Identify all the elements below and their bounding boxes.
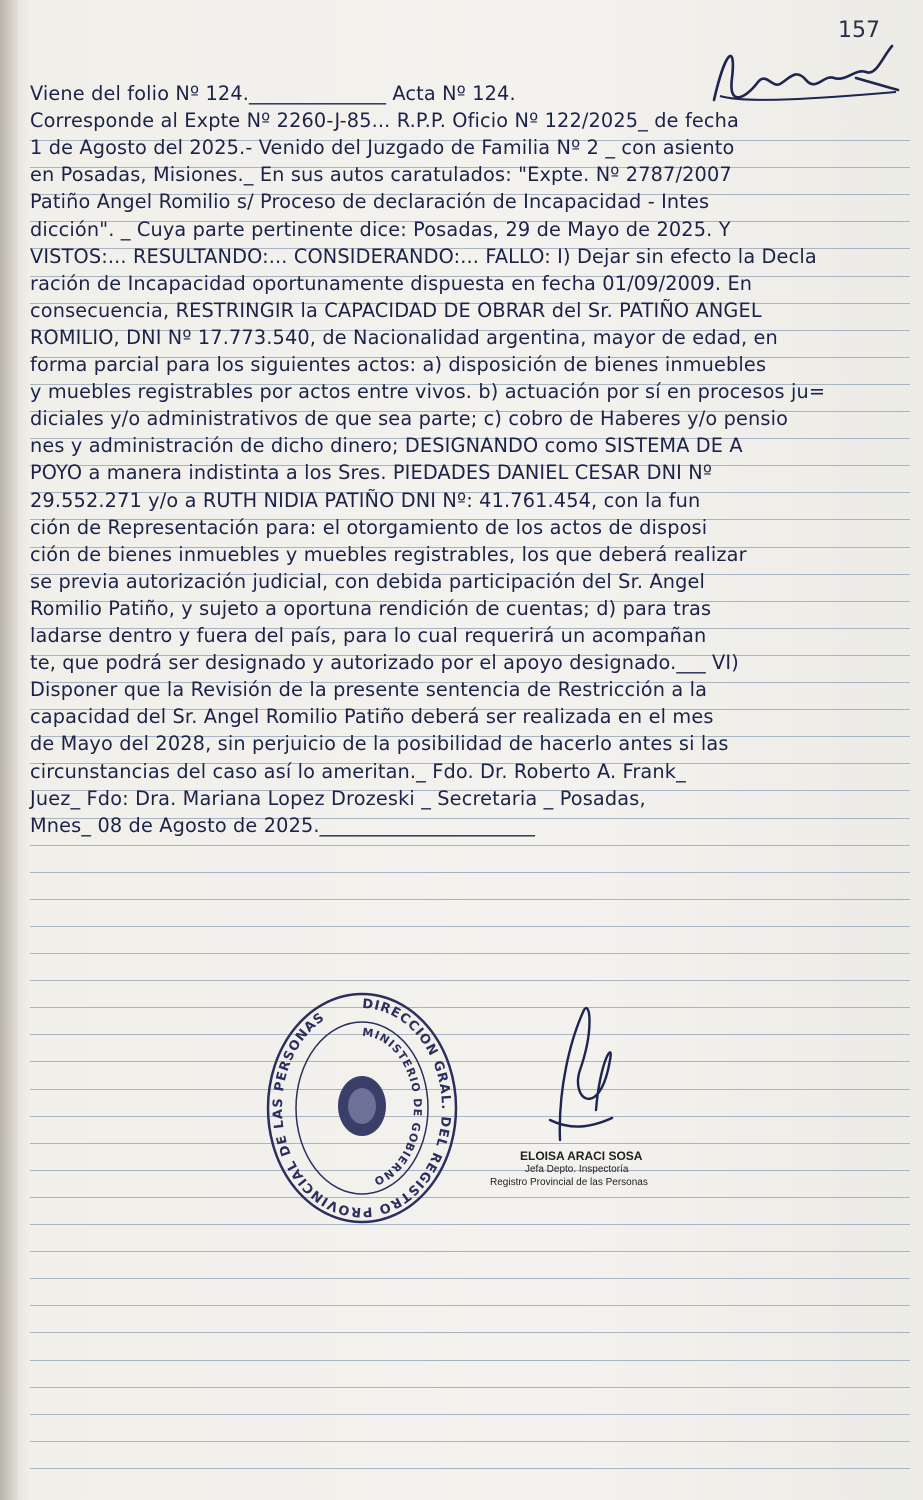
text-line: POYO a manera indistinta a los Sres. PIEDADES DANIEL CESAR DNI Nº: [30, 461, 713, 485]
registry-seal: [262, 988, 462, 1232]
ruled-line: [30, 845, 910, 846]
text-line: ción de Representación para: el otorgamiento de los actos de disposi: [30, 515, 708, 539]
text-line: VISTOS:... RESULTANDO:... CONSIDERANDO:... FALLO: I) Dejar sin efecto la Decla: [30, 244, 817, 268]
text-line: Patiño Angel Romilio s/ Proceso de declaración de Incapacidad - Intes: [30, 190, 710, 214]
ruled-line: [30, 980, 910, 981]
text-line: se previa autorización judicial, con debida participación del Sr. Angel: [30, 569, 706, 593]
signer-organization: Registro Provincial de las Personas: [490, 1177, 648, 1188]
ruled-line: [30, 1332, 910, 1333]
text-line: y muebles registrables por actos entre vivos. b) actuación por sí en procesos ju=: [30, 380, 826, 404]
text-line: Juez_ Fdo: Dra. Mariana Lopez Drozeski _ Secretaria _ Posadas,: [30, 786, 646, 810]
seal-inner-text: MINISTERIO DE GOBIERNO: [361, 1025, 425, 1189]
ruled-line: [30, 1387, 910, 1388]
text-line: diciales y/o administrativos de que sea parte; c) cobro de Haberes y/o pensio: [30, 407, 789, 431]
text-line: 1 de Agosto del 2025.- Venido del Juzgado de Familia Nº 2 _ con asiento: [30, 136, 735, 160]
text-line: consecuencia, RESTRINGIR la CAPACIDAD DE OBRAR del Sr. PATIÑO ANGEL: [30, 298, 762, 322]
signer-stamp: [490, 1150, 648, 1189]
text-line: circunstancias del caso así lo ameritan._ Fdo. Dr. Roberto A. Frank_: [30, 759, 686, 783]
signer-role: Jefa Depto. Inspectoría: [525, 1164, 629, 1175]
ruled-line: [30, 1197, 910, 1198]
seal-outer-text: DIRECCION GRAL. DEL REGISTRO PROVINCIAL DE LAS PERSONAS: [270, 996, 453, 1220]
ruled-line: [30, 1170, 910, 1171]
text-line: ladarse dentro y fuera del país, para lo cual requerirá un acompañan: [30, 624, 707, 647]
ruled-line: [30, 872, 910, 873]
text-line: ración de Incapacidad oportunamente dispuesta en fecha 01/09/2009. En: [30, 271, 753, 295]
ruled-line: [30, 1468, 910, 1469]
ruled-line: [30, 1414, 910, 1415]
ruled-line: [30, 1034, 910, 1035]
text-line: dicción". _ Cuya parte pertinente dice: Posadas, 29 de Mayo de 2025. Y: [30, 217, 731, 241]
signer-name: ELOISA ARACI SOSA: [520, 1149, 643, 1163]
ruled-line: [30, 1007, 910, 1008]
text-line: Mnes_ 08 de Agosto de 2025.______________________: [30, 813, 536, 837]
text-line: te, que podrá ser designado y autorizado por el apoyo designado.___ VI): [30, 651, 739, 675]
text-line: Romilio Patiño, y sujeto a oportuna rendición de cuentas; d) para tras: [30, 596, 712, 620]
text-line: Viene del folio Nº 124.______________ Acta Nº 124.: [30, 82, 516, 105]
text-line: Corresponde al Expte Nº 2260-J-85... R.P.P. Oficio Nº 122/2025_ de fecha: [30, 109, 739, 133]
ruled-line: [30, 1224, 910, 1225]
ruled-line: [30, 1251, 910, 1252]
text-line: en Posadas, Misiones._ En sus autos caratulados: "Expte. Nº 2787/2007: [30, 163, 732, 187]
text-line: de Mayo del 2028, sin perjuicio de la posibilidad de hacerlo antes si las: [30, 732, 729, 756]
text-line: ción de bienes inmuebles y muebles registrables, los que deberá realizar: [30, 542, 747, 566]
text-line: forma parcial para los siguientes actos: a) disposición de bienes inmuebles: [30, 353, 767, 376]
ruled-line: [30, 1061, 910, 1062]
page-number: 157: [838, 18, 880, 43]
ruled-line: [30, 1278, 910, 1279]
ruled-line: [30, 1305, 910, 1306]
text-line: ROMILIO, DNI Nº 17.773.540, de Nacionalidad argentina, mayor de edad, en: [30, 325, 778, 349]
ruled-line: [30, 1089, 910, 1090]
ruled-line: [30, 926, 910, 927]
ruled-line: [30, 899, 910, 900]
text-line: 29.552.271 y/o a RUTH NIDIA PATIÑO DNI Nº: 41.761.454, con la fun: [30, 488, 701, 512]
page-binding-edge: [0, 0, 18, 1500]
text-line: nes y administración de dicho dinero; DESIGNANDO como SISTEMA DE A: [30, 434, 743, 458]
ruled-line: [30, 1441, 910, 1442]
text-line: Disponer que la Revisión de la presente sentencia de Restricción a la: [30, 678, 708, 702]
text-line: capacidad del Sr. Angel Romilio Patiño deberá ser realizada en el mes: [30, 705, 714, 729]
ruled-line: [30, 953, 910, 954]
ruled-line: [30, 1360, 910, 1361]
official-handwritten-signature: [540, 1000, 620, 1154]
ruled-line: [30, 1116, 910, 1117]
ruled-line: [30, 1143, 910, 1144]
